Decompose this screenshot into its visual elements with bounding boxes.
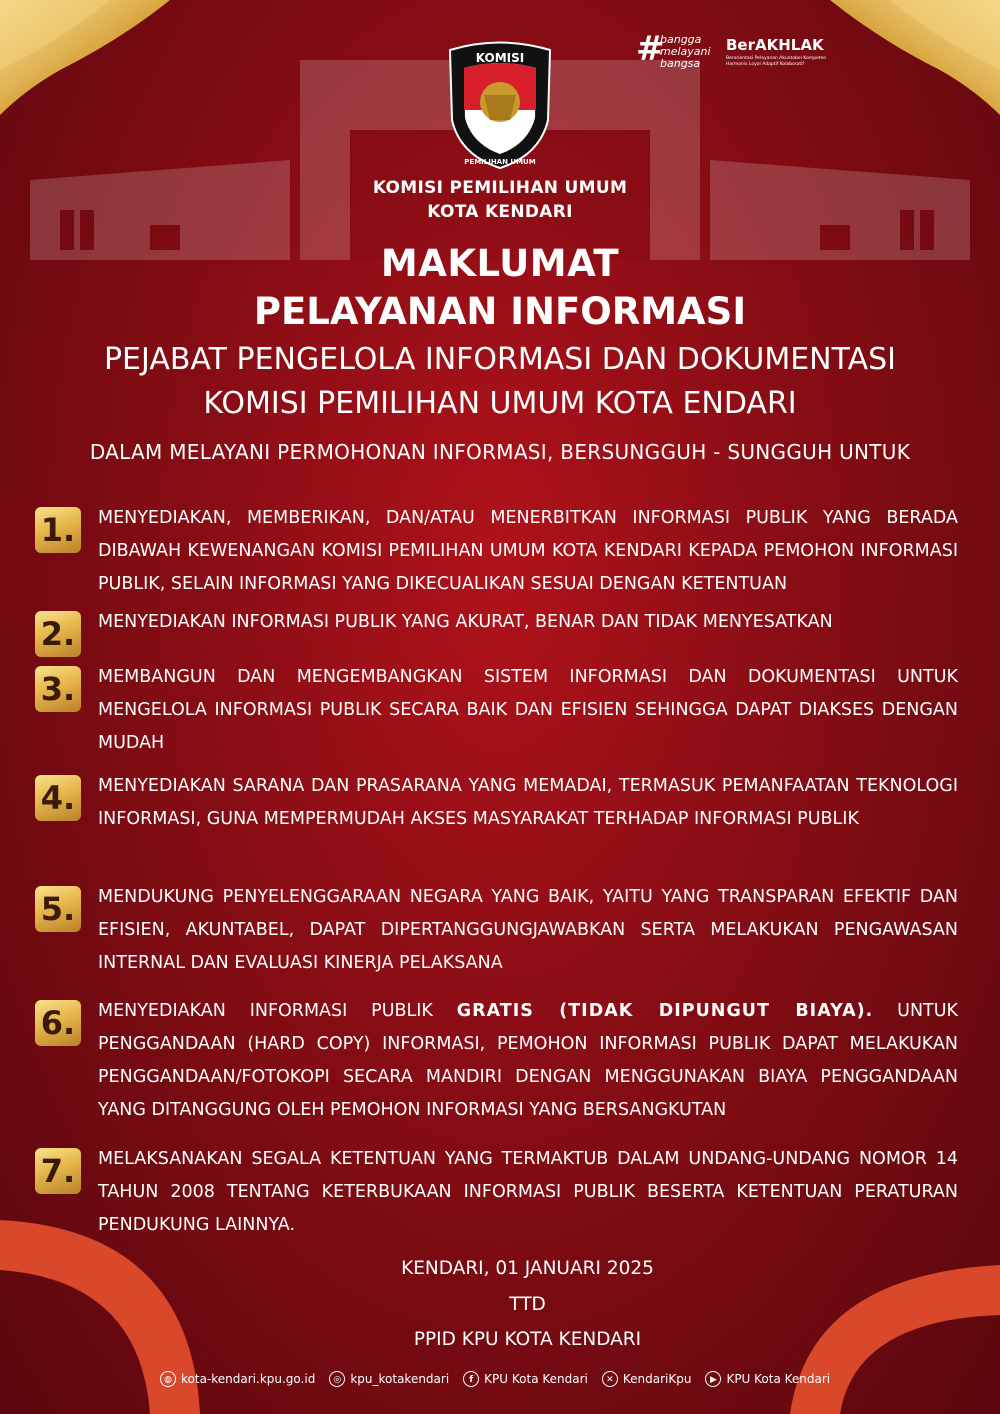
- x-icon: ✕: [602, 1371, 618, 1387]
- signatory: PPID KPU KOTA KENDARI: [413, 1329, 642, 1350]
- logo-text-bottom: PEMILIHAN UMUM: [464, 158, 536, 166]
- gratis-emphasis: GRATIS (TIDAK DIPUNGUT BIAYA).: [456, 1001, 874, 1021]
- kpu-logo: [440, 40, 560, 170]
- org-name-line2: KOTA KENDARI: [427, 202, 573, 222]
- logo-text-top: KOMISI: [475, 51, 525, 65]
- title-maklumat: MAKLUMAT: [380, 242, 620, 285]
- youtube-icon: ▶: [705, 1371, 721, 1387]
- item-number-badge: 4.: [35, 775, 81, 821]
- item-text: MENYEDIAKAN INFORMASI PUBLIK YANG AKURAT, BENAR DAN TIDAK MENYESATKAN: [98, 612, 833, 632]
- intro-text: DALAM MELAYANI PERMOHONAN INFORMASI, BERSUNGGUH - SUNGGUH UNTUK: [89, 440, 911, 464]
- item-text: MENYEDIAKAN INFORMASI PUBLIK GRATIS (TIDAK DIPUNGUT BIAYA). UNTUK PENGGANDAAN (HARD COPY) INFORMASI, PEMOHON INFORMASI PUBLIK DAPAT MELAKUKAN PENGGANDAAN/FOTOKOPI SECARA MANDIRI DENGAN MENGGUNAKAN BIAYA PENGGANDAAN YANG DITANGGUNG OLEH PEMOHON INFORMASI YANG BERSANGKUTAN: [98, 1001, 959, 1120]
- item-number-badge: 2.: [35, 611, 81, 657]
- facebook-icon: f: [463, 1371, 479, 1387]
- curtain-left: [0, 0, 170, 120]
- title-pelayanan-informasi: PELAYANAN INFORMASI: [253, 290, 747, 333]
- footer-website[interactable]: ◍ kota-kendari.kpu.go.id: [160, 1371, 315, 1387]
- subtitle-kpu: KOMISI PEMILIHAN UMUM KOTA ENDARI: [203, 386, 797, 421]
- social-footer: [160, 1368, 844, 1390]
- item-number-badge: 5.: [35, 886, 81, 932]
- item-number-badge: 7.: [35, 1148, 81, 1194]
- item-number-badge: 3.: [35, 666, 81, 712]
- berakhlak-logo: BerAKHLAK: [726, 36, 824, 54]
- footer-youtube[interactable]: ▶ KPU Kota Kendari: [705, 1371, 830, 1387]
- item-text: MENYEDIAKAN, MEMBERIKAN, DAN/ATAU MENERBITKAN INFORMASI PUBLIK YANG BERADA DIBAWAH KEWENANGAN KOMISI PEMILIHAN UMUM KOTA KENDARI KEPADA PEMOHON INFORMASI PUBLIK, SELAIN INFORMASI YANG DIKECUALIKAN SESUAI DENGAN KETENTUAN: [98, 508, 958, 594]
- item-text: MENYEDIAKAN SARANA DAN PRASARANA YANG MEMADAI, TERMASUK PEMANFAATAN TEKNOLOGI INFORMASI, GUNA MEMPERMUDAH AKSES MASYARAKAT TERHADAP INFORMASI PUBLIK: [98, 776, 958, 829]
- place-date: KENDARI, 01 JANUARI 2025: [401, 1258, 654, 1279]
- item-text: MELAKSANAKAN SEGALA KETENTUAN YANG TERMAKTUB DALAM UNDANG-UNDANG NOMOR 14 TAHUN 2008 TENTANG KETERBUKAAN INFORMASI PUBLIK BESERTA KETENTUAN PERATURAN PENDUKUNG LAINNYA.: [98, 1149, 958, 1235]
- item-number-badge: 1.: [35, 507, 81, 553]
- brand-badges: # bangga melayani bangsa BerAKHLAK Berorientasi Pelayanan Akuntabel Kompeten Harmonis Loyal Adaptif Kolaboratif: [636, 30, 856, 80]
- berakhlak-tagline: Berorientasi Pelayanan Akuntabel Kompeten Harmonis Loyal Adaptif Kolaboratif: [726, 56, 827, 67]
- footer-facebook[interactable]: f KPU Kota Kendari: [463, 1371, 588, 1387]
- ttd-label: TTD: [509, 1294, 546, 1315]
- footer-instagram[interactable]: ◎ kpu_kotakendari: [329, 1371, 449, 1387]
- org-name-line1: KOMISI PEMILIHAN UMUM: [372, 178, 628, 198]
- subtitle-ppid: PEJABAT PENGELOLA INFORMASI DAN DOKUMENTASI: [103, 342, 897, 377]
- footer-x[interactable]: ✕ KendariKpu: [602, 1371, 692, 1387]
- item-text: MEMBANGUN DAN MENGEMBANGKAN SISTEM INFORMASI DAN DOKUMENTASI UNTUK MENGELOLA INFORMASI PUBLIK SECARA BAIK DAN EFISIEN SEHINGGA DAPAT DIAKSES DENGAN MUDAH: [98, 667, 958, 753]
- item-number-badge: 6.: [35, 1000, 81, 1046]
- globe-icon: ◍: [160, 1371, 176, 1387]
- item-text: MENDUKUNG PENYELENGGARAAN NEGARA YANG BAIK, YAITU YANG TRANSPARAN EFEKTIF DAN EFISIEN, AKUNTABEL, DAPAT DIPERTANGGUNGJAWABKAN SERTA MELAKUKAN PENGAWASAN INTERNAL DAN EVALUASI KINERJA PELAKSANA: [98, 887, 958, 973]
- instagram-icon: ◎: [329, 1371, 345, 1387]
